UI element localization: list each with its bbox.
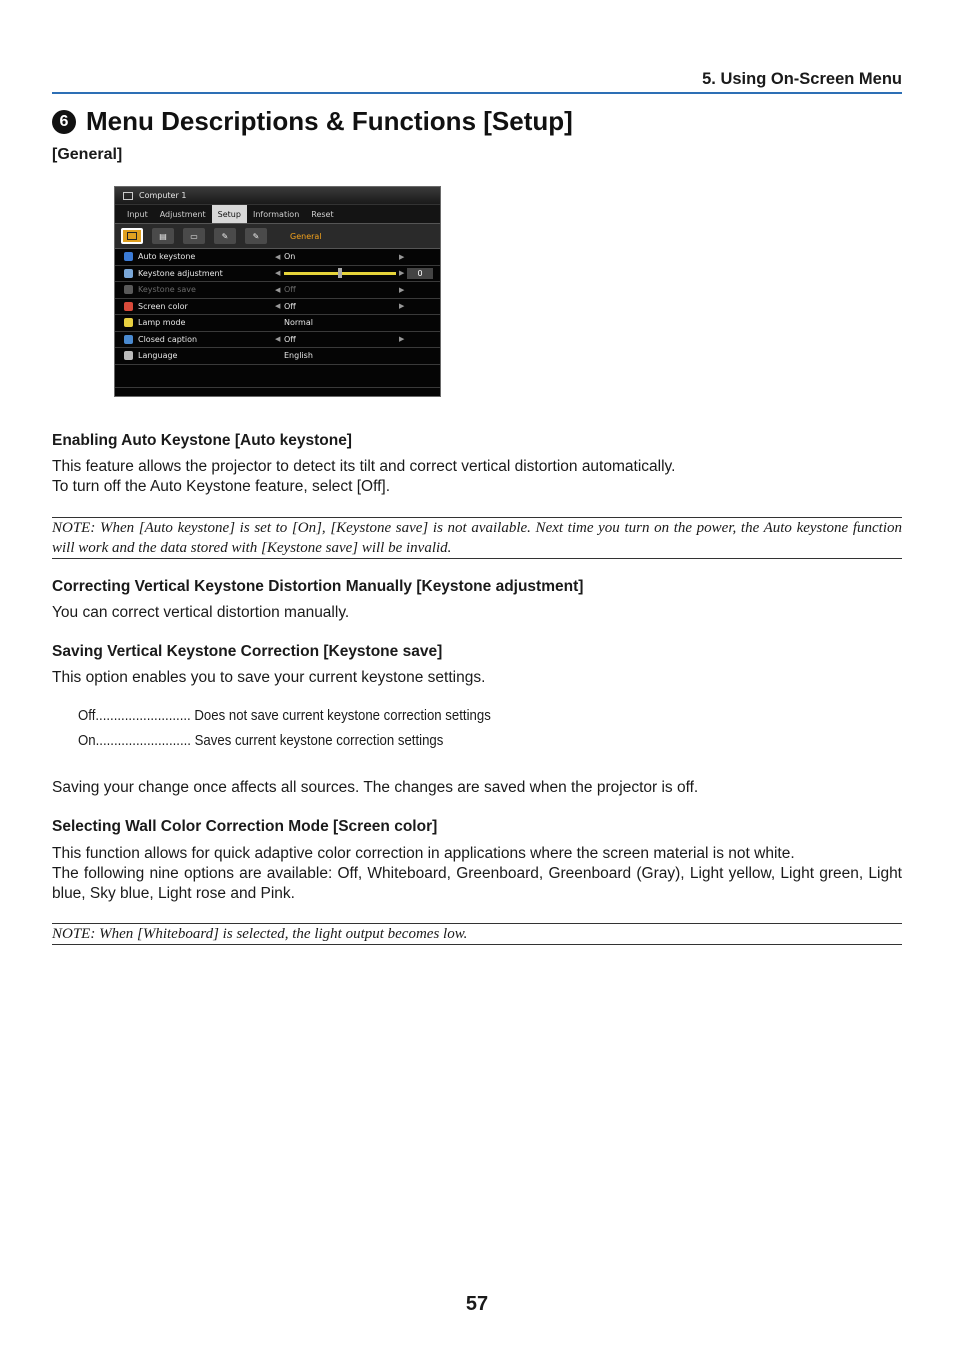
osd-row-label: Keystone save xyxy=(138,285,196,295)
right-arrow-icon[interactable]: ▶ xyxy=(399,302,405,311)
osd-row-value: English xyxy=(284,351,313,361)
osd-row-value: Off xyxy=(284,285,296,295)
right-arrow-icon[interactable]: ▶ xyxy=(399,269,405,278)
osd-tab-adjustment[interactable]: Adjustment xyxy=(159,209,206,219)
osd-footer-divider xyxy=(115,387,440,388)
screen-color-icon xyxy=(124,302,133,311)
page-number: 57 xyxy=(465,1293,489,1315)
osd-section-label: General xyxy=(290,231,322,241)
options1-wrench-icon[interactable]: ✎ xyxy=(214,228,236,244)
osd-row-keystone-adjustment[interactable] xyxy=(115,266,440,283)
keystone-save-after-text: Saving your change once affects all sources. The changes are saved when the projector is off. xyxy=(52,779,699,796)
general-page-icon[interactable] xyxy=(121,228,143,244)
chapter-header: 5. Using On-Screen Menu xyxy=(52,70,902,94)
keystone-save-option-off: Off.......................... Does not save current keystone correction settings xyxy=(78,707,491,724)
heading-auto-keystone: Enabling Auto Keystone [Auto keystone] xyxy=(52,432,352,449)
osd-row-lamp-mode[interactable] xyxy=(115,315,440,332)
options2-wrench-icon[interactable]: ✎ xyxy=(245,228,267,244)
osd-row-label: Language xyxy=(138,351,178,361)
osd-tab-information[interactable]: Information xyxy=(252,209,300,219)
subsection-title: [General] xyxy=(52,146,123,163)
osd-row-value: On xyxy=(284,252,296,262)
keystone-value-box: 0 xyxy=(407,268,433,279)
heading-keystone-save: Saving Vertical Keystone Correction [Keystone save] xyxy=(52,643,443,660)
osd-tab-input[interactable]: Input xyxy=(127,209,148,219)
right-arrow-icon[interactable]: ▶ xyxy=(399,285,405,294)
page-title-text: Menu Descriptions & Functions [Setup] xyxy=(86,106,573,136)
osd-row-label: Keystone adjustment xyxy=(138,268,223,278)
osd-menu xyxy=(114,186,441,397)
keystone-adjustment-text: You can correct vertical distortion manually. xyxy=(52,604,350,621)
osd-row-label: Closed caption xyxy=(138,334,198,344)
osd-row-closed-caption[interactable] xyxy=(115,332,440,349)
lamp-mode-icon xyxy=(124,318,133,327)
keystone-save-option-on: On.......................... Saves current keystone correction settings xyxy=(78,732,444,749)
osd-row-screen-color[interactable] xyxy=(115,299,440,316)
heading-keystone-adjustment: Correcting Vertical Keystone Distortion Manually [Keystone adjustment] xyxy=(52,578,584,595)
screen-color-text-1: This function allows for quick adaptive color correction in applications where the screen material is not white. xyxy=(52,845,795,862)
keystone-adjustment-icon xyxy=(124,269,133,278)
left-arrow-icon[interactable]: ◀ xyxy=(275,302,281,311)
installation-page-icon[interactable]: ▭ xyxy=(183,228,205,244)
osd-row-label: Auto keystone xyxy=(138,252,196,262)
auto-keystone-text-1: This feature allows the projector to detect its tilt and correct vertical distortion automatically. xyxy=(52,458,676,475)
auto-keystone-text-2: To turn off the Auto Keystone feature, select [Off]. xyxy=(52,478,391,495)
osd-row-auto-keystone[interactable] xyxy=(115,249,440,266)
osd-iconbar xyxy=(115,224,440,249)
osd-window-title: Computer 1 xyxy=(139,191,187,200)
osd-row-label: Screen color xyxy=(138,301,188,311)
screen-color-text-2: The following nine options are available: Off, Whiteboard, Greenboard, Greenboard (Gray), Light yellow, Light green, Light blue, Sky blue, Light rose and Pink. xyxy=(52,865,902,902)
osd-tab-setup[interactable]: Setup xyxy=(212,205,247,223)
left-arrow-icon[interactable]: ◀ xyxy=(275,335,281,344)
osd-row-language[interactable] xyxy=(115,348,440,365)
screen-color-note: NOTE: When [Whiteboard] is selected, the light output becomes low. xyxy=(52,923,902,945)
right-arrow-icon[interactable]: ▶ xyxy=(399,252,405,261)
osd-tabs xyxy=(115,204,440,224)
menu-page-icon[interactable]: ▤ xyxy=(152,228,174,244)
closed-caption-icon xyxy=(124,335,133,344)
osd-row-value: Normal xyxy=(284,318,313,328)
osd-row-label: Lamp mode xyxy=(138,318,186,328)
right-arrow-icon[interactable]: ▶ xyxy=(399,335,405,344)
section-number-badge: 6 xyxy=(52,110,76,134)
keystone-save-icon xyxy=(124,285,133,294)
auto-keystone-note: NOTE: When [Auto keystone] is set to [On], [Keystone save] is not available. Next time you turn on the power, the Auto keystone function will work and the data stored with [Keystone save] will be invalid. xyxy=(52,517,902,559)
auto-keystone-icon xyxy=(124,252,133,261)
left-arrow-icon[interactable]: ◀ xyxy=(275,269,281,278)
keystone-slider-handle[interactable] xyxy=(338,268,342,278)
page-title xyxy=(52,106,573,137)
osd-row-keystone-save[interactable] xyxy=(115,282,440,299)
osd-titlebar xyxy=(115,187,440,204)
osd-row-value: Off xyxy=(284,301,296,311)
monitor-icon xyxy=(123,192,133,200)
left-arrow-icon[interactable]: ◀ xyxy=(275,285,281,294)
heading-screen-color: Selecting Wall Color Correction Mode [Screen color] xyxy=(52,818,438,835)
osd-tab-reset[interactable]: Reset xyxy=(311,209,334,219)
osd-rows xyxy=(115,249,440,365)
language-icon xyxy=(124,351,133,360)
left-arrow-icon[interactable]: ◀ xyxy=(275,252,281,261)
keystone-save-text: This option enables you to save your current keystone settings. xyxy=(52,669,486,686)
osd-row-value: Off xyxy=(284,334,296,344)
